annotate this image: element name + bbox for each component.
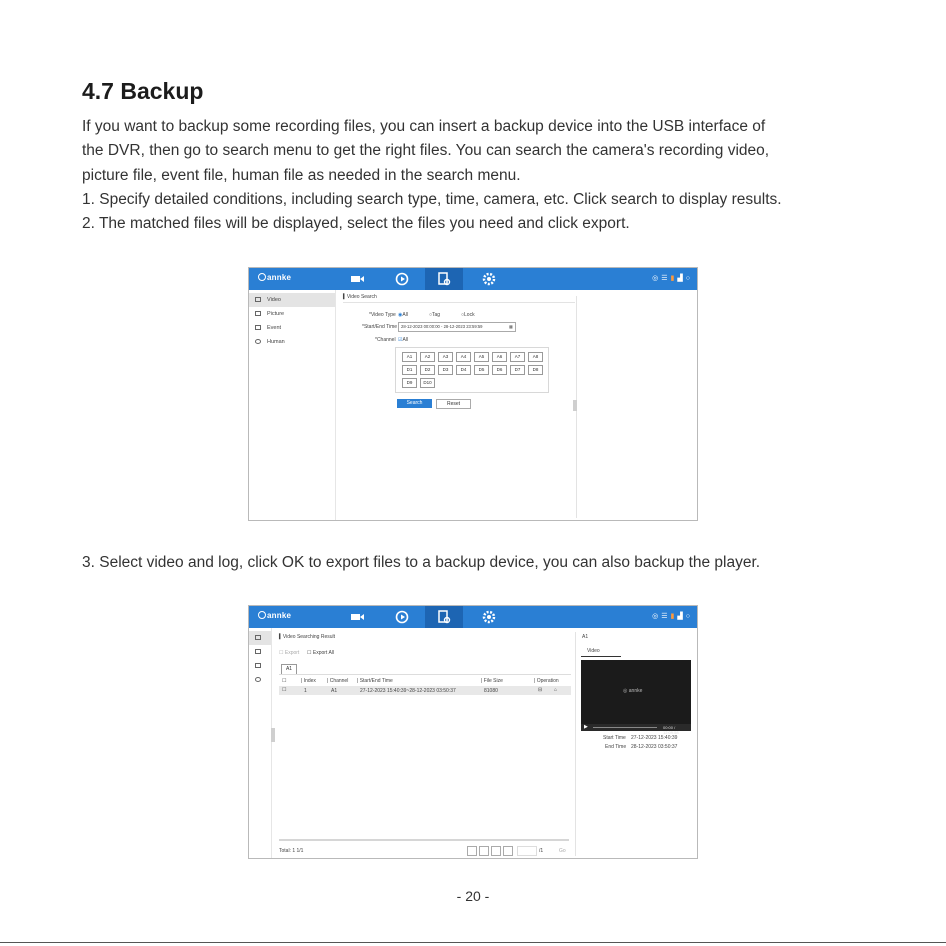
camera-icon[interactable] [349, 271, 365, 287]
section-title: ▍Video Search [343, 294, 377, 300]
video-type-tag-radio[interactable]: ○Tag [429, 312, 441, 318]
info-icon[interactable]: ◎ [652, 613, 662, 620]
total-count: Total: 1 1/1 [279, 848, 304, 854]
playback-icon[interactable] [394, 609, 410, 625]
last-page-button[interactable] [503, 846, 513, 856]
camera-icon[interactable] [349, 609, 365, 625]
step-1-text: 1. Specify detailed conditions, including search type, time, camera, etc. Click search to display results. [82, 191, 782, 208]
video-preview-player[interactable] [581, 660, 691, 724]
channel-button-d3[interactable]: D3 [438, 365, 453, 375]
sidebar-item-human[interactable]: Human [249, 335, 335, 349]
start-time-value: 27-12-2023 15:40:39 [631, 735, 678, 741]
channel-button-d7[interactable]: D7 [510, 365, 525, 375]
picture-icon [255, 311, 261, 316]
section-title: ▍Video Searching Result [279, 634, 336, 640]
channel-button-a8[interactable]: A8 [528, 352, 543, 362]
active-tab-underline [581, 656, 621, 657]
power-icon[interactable]: ○ [685, 275, 693, 282]
channel-button-d4[interactable]: D4 [456, 365, 471, 375]
row-index: 1 [304, 688, 307, 694]
sidebar-item-picture[interactable] [249, 645, 271, 659]
video-icon [255, 297, 261, 302]
video-type-label: *Video Type [369, 312, 396, 318]
channel-tab-a1[interactable]: A1 [281, 664, 297, 675]
player-watermark-logo: ◎ annke [623, 688, 643, 694]
title-divider [343, 302, 575, 303]
top-navigation-bar [249, 606, 697, 628]
picture-icon [255, 649, 261, 654]
sidebar-item-event[interactable]: Event [249, 321, 335, 335]
end-time-value: 28-12-2023 03:50:37 [631, 744, 678, 750]
channel-all-checkbox[interactable]: ☑All [398, 337, 409, 343]
alert-icon[interactable]: ▮ [670, 613, 678, 620]
search-result-screenshot [248, 605, 698, 859]
footer-rule [0, 942, 946, 943]
channel-button-d6[interactable]: D6 [492, 365, 507, 375]
event-icon [255, 663, 261, 668]
sidebar-item-human[interactable] [249, 673, 271, 687]
channel-button-a3[interactable]: A3 [438, 352, 453, 362]
time-label: *Start/End Time [362, 324, 398, 330]
header-time: | Start/End Time [357, 678, 393, 684]
page-input[interactable] [517, 846, 537, 856]
channel-button-d2[interactable]: D2 [420, 365, 435, 375]
video-type-lock-radio[interactable]: ○Lock [461, 312, 475, 318]
row-lock-icon[interactable]: ⊟ [538, 687, 543, 693]
progress-bar[interactable] [593, 727, 657, 728]
status-icons[interactable] [652, 274, 693, 282]
header-channel: | Channel [327, 678, 349, 684]
panel-divider [575, 632, 576, 856]
row-file-size: 81080 [484, 688, 498, 694]
section-heading: 4.7 Backup [82, 78, 204, 104]
channel-button-d10[interactable]: D10 [420, 378, 435, 388]
search-sidebar [249, 290, 336, 520]
tab-divider [279, 674, 571, 675]
step-2-text: 2. The matched files will be displayed, select the files you need and click export. [82, 215, 630, 232]
settings-icon[interactable] [481, 271, 497, 287]
channel-button-a4[interactable]: A4 [456, 352, 471, 362]
paragraph-line-1: If you want to backup some recording files, you can insert a backup device into the USB interface of [82, 118, 766, 135]
start-time-label: Start Time [603, 735, 626, 741]
splitter-handle[interactable] [573, 400, 577, 411]
sidebar-splitter[interactable] [271, 728, 275, 742]
result-table-header [279, 676, 571, 686]
channel-button-d5[interactable]: D5 [474, 365, 489, 375]
prev-page-button[interactable] [479, 846, 489, 856]
alert-icon[interactable]: ▮ [670, 275, 678, 282]
step-3-text: 3. Select video and log, click OK to export files to a backup device, you can also backup the player. [82, 554, 761, 571]
info-icon[interactable]: ◎ [652, 275, 662, 282]
sidebar-item-event[interactable] [249, 659, 271, 673]
table-row[interactable] [279, 686, 571, 695]
paragraph-line-3: picture file, event file, human file as needed in the search menu. [82, 167, 521, 184]
player-controls [581, 724, 691, 735]
channel-button-d9[interactable]: D9 [402, 378, 417, 388]
channel-button-a2[interactable]: A2 [420, 352, 435, 362]
time-range-input[interactable]: 28-12-2023 00:00:00 - 28-12-2023 23:59:59 ▦ [398, 322, 516, 332]
video-search-screenshot [248, 267, 698, 521]
next-page-button[interactable] [491, 846, 501, 856]
channel-button-a5[interactable]: A5 [474, 352, 489, 362]
sidebar-item-video[interactable]: Video [249, 293, 335, 307]
preview-channel: A1 [582, 634, 589, 640]
end-time-label: End Time [605, 744, 627, 750]
status-icons[interactable] [652, 612, 693, 620]
header-file-size: | File Size [481, 678, 503, 684]
channel-grid [395, 347, 549, 393]
brand-logo: annke [258, 611, 291, 620]
horizontal-scrollbar[interactable] [279, 839, 569, 841]
network-icon[interactable]: ☰ [661, 613, 671, 620]
channel-button-a7[interactable]: A7 [510, 352, 525, 362]
human-icon [255, 677, 261, 682]
collapsed-sidebar [249, 628, 272, 858]
page-number: - 20 - [456, 888, 490, 904]
settings-icon[interactable] [481, 609, 497, 625]
page-count: /1 [539, 848, 544, 854]
go-button[interactable]: Go [559, 848, 566, 854]
row-play-icon[interactable]: ⌂ [554, 687, 558, 693]
power-icon[interactable]: ○ [685, 613, 693, 620]
sidebar-item-video[interactable] [249, 631, 271, 645]
channel-button-d1[interactable]: D1 [402, 365, 417, 375]
play-icon[interactable]: ▶ [584, 724, 588, 730]
network-icon[interactable]: ☰ [661, 275, 671, 282]
calendar-icon[interactable]: ▦ [509, 324, 513, 329]
top-navigation-bar [249, 268, 697, 290]
event-icon [255, 325, 261, 330]
paragraph-line-2: the DVR, then go to search menu to get the right files. You can search the camera's recording video, [82, 142, 770, 159]
sidebar-item-picture[interactable]: Picture [249, 307, 335, 321]
signal-icon[interactable]: ▟ [677, 613, 686, 620]
video-icon [255, 635, 261, 640]
select-all-checkbox[interactable]: ☐ [282, 678, 287, 684]
human-icon [255, 339, 261, 344]
preview-tab-video[interactable]: Video [587, 648, 600, 654]
reset-button[interactable]: Reset [436, 399, 471, 409]
row-checkbox[interactable]: ☐ [282, 687, 287, 693]
header-index: | Index [301, 678, 316, 684]
search-files-icon[interactable] [436, 609, 452, 625]
signal-icon[interactable]: ▟ [677, 275, 686, 282]
export-all-button[interactable]: ☐ Export All [307, 650, 334, 656]
row-time: 27-12-2023 15:40:39~28-12-2023 03:50:37 [360, 688, 456, 694]
channel-label: *Channel [375, 337, 396, 343]
player-time: 00:00 / 12:09:58 [663, 725, 679, 735]
first-page-button[interactable] [467, 846, 477, 856]
channel-button-a6[interactable]: A6 [492, 352, 507, 362]
channel-button-d8[interactable]: D8 [528, 365, 543, 375]
search-files-icon[interactable] [436, 271, 452, 287]
brand-logo: annke [258, 273, 291, 282]
channel-button-a1[interactable]: A1 [402, 352, 417, 362]
export-button[interactable]: ☐ Export [279, 650, 300, 656]
header-operation: | Operation [534, 678, 559, 684]
row-channel: A1 [331, 688, 338, 694]
video-type-all-radio[interactable]: ◉All [398, 312, 408, 318]
search-button[interactable]: Search [397, 399, 432, 408]
playback-icon[interactable] [394, 271, 410, 287]
